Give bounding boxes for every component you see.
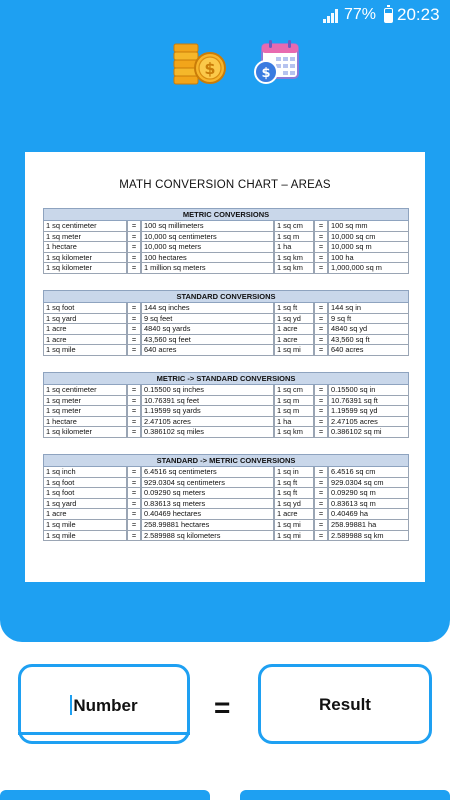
table-cell: = <box>314 509 328 520</box>
clock: 20:23 <box>397 5 440 24</box>
table-cell: 1 sq mile <box>43 531 127 542</box>
table-cell: 1 sq km <box>274 263 314 274</box>
equals-sign: = <box>214 692 231 723</box>
table-row <box>43 385 409 396</box>
table-cell: 144 sq inches <box>141 303 274 314</box>
table-cell: 4840 sq yards <box>141 324 274 335</box>
result-label: Result <box>319 695 371 714</box>
table-cell: 10,000 sq m <box>328 242 409 253</box>
number-input[interactable] <box>18 664 190 744</box>
table-row <box>43 520 409 531</box>
table-cell: = <box>314 396 328 407</box>
section-heading: METRIC -> STANDARD CONVERSIONS <box>43 372 409 385</box>
table-cell: 1 acre <box>43 509 127 520</box>
table-cell: = <box>314 303 328 314</box>
table-row <box>43 417 409 428</box>
table-row <box>43 242 409 253</box>
conversion-section <box>43 208 409 274</box>
signal-icon <box>323 9 339 23</box>
table-cell: = <box>314 478 328 489</box>
svg-text:$: $ <box>261 66 271 81</box>
table-cell: = <box>127 520 141 531</box>
conversion-section <box>43 454 409 541</box>
table-cell: 2.47105 acres <box>141 417 274 428</box>
table-row <box>43 303 409 314</box>
calendar-money-icon[interactable] <box>252 38 304 90</box>
table-cell: 1 sq yd <box>274 499 314 510</box>
table-cell: 1 sq km <box>274 427 314 438</box>
table-cell: 100 hectares <box>141 253 274 264</box>
table-cell: 43,560 sq ft <box>328 335 409 346</box>
table-row <box>43 335 409 346</box>
table-cell: 0.386102 sq mi <box>328 427 409 438</box>
table-cell: = <box>127 478 141 489</box>
table-cell: = <box>127 345 141 356</box>
table-cell: 1 acre <box>274 509 314 520</box>
table-cell: = <box>127 221 141 232</box>
table-cell: = <box>314 314 328 325</box>
table-cell: 1 sq inch <box>43 467 127 478</box>
table-cell: 1 sq cm <box>274 385 314 396</box>
table-cell: 1 sq meter <box>43 396 127 407</box>
table-cell: 1 ha <box>274 242 314 253</box>
table-cell: = <box>127 324 141 335</box>
table-row <box>43 396 409 407</box>
table-cell: = <box>127 417 141 428</box>
table-cell: 1 million sq meters <box>141 263 274 274</box>
table-cell: 1 sq m <box>274 396 314 407</box>
table-cell: = <box>314 520 328 531</box>
table-cell: 1 acre <box>274 335 314 346</box>
battery-percent: 77% <box>344 6 377 23</box>
table-cell: 100 ha <box>328 253 409 264</box>
table-cell: 929.0304 sq cm <box>328 478 409 489</box>
table-row <box>43 221 409 232</box>
table-cell: 1 sq foot <box>43 303 127 314</box>
table-cell: 10.76391 sq ft <box>328 396 409 407</box>
table-cell: 1 sq ft <box>274 488 314 499</box>
table-cell: = <box>314 253 328 264</box>
table-cell: 258.99881 hectares <box>141 520 274 531</box>
input-placeholder: Number <box>73 696 138 715</box>
table-cell: 144 sq in <box>328 303 409 314</box>
table-cell: 0.15500 sq in <box>328 385 409 396</box>
table-cell: 1 sq foot <box>43 478 127 489</box>
chart-title: MATH CONVERSION CHART – AREAS <box>119 179 331 191</box>
table-cell: = <box>127 242 141 253</box>
table-cell: = <box>127 253 141 264</box>
table-cell: 1 sq yd <box>274 314 314 325</box>
table-cell: 10,000 sq centimeters <box>141 232 274 243</box>
table-row <box>43 427 409 438</box>
table-cell: = <box>127 314 141 325</box>
table-cell: 1 sq centimeter <box>43 221 127 232</box>
table-cell: = <box>314 488 328 499</box>
table-cell: 1 acre <box>43 324 127 335</box>
table-cell: = <box>314 232 328 243</box>
table-cell: = <box>127 488 141 499</box>
table-cell: 0.83613 sq m <box>328 499 409 510</box>
section-heading: STANDARD CONVERSIONS <box>43 290 409 303</box>
table-cell: = <box>127 385 141 396</box>
table-cell: = <box>127 531 141 542</box>
coins-icon[interactable] <box>172 38 224 90</box>
table-row <box>43 509 409 520</box>
table-cell: 0.09290 sq m <box>328 488 409 499</box>
table-cell: = <box>314 242 328 253</box>
table-cell: 2.589988 sq kilometers <box>141 531 274 542</box>
table-cell: 1 ha <box>274 417 314 428</box>
svg-text:$: $ <box>204 59 216 78</box>
table-row <box>43 488 409 499</box>
conversion-section <box>43 372 409 438</box>
table-cell: 0.40469 ha <box>328 509 409 520</box>
table-cell: 1 sq ft <box>274 478 314 489</box>
table-cell: 10,000 sq cm <box>328 232 409 243</box>
table-cell: 1 sq foot <box>43 488 127 499</box>
table-cell: 0.09290 sq meters <box>141 488 274 499</box>
table-cell: 1 sq centimeter <box>43 385 127 396</box>
battery-icon <box>384 8 393 23</box>
table-cell: = <box>127 335 141 346</box>
table-cell: = <box>127 263 141 274</box>
table-cell: 1 sq meter <box>43 406 127 417</box>
table-cell: 929.0304 sq centimeters <box>141 478 274 489</box>
table-row <box>43 531 409 542</box>
table-cell: 1 hectare <box>43 417 127 428</box>
table-cell: = <box>127 406 141 417</box>
table-cell: = <box>127 467 141 478</box>
table-cell: 1 sq m <box>274 406 314 417</box>
result-field <box>258 664 432 744</box>
table-cell: 1 sq m <box>274 232 314 243</box>
table-cell: 1 sq mi <box>274 345 314 356</box>
table-cell: = <box>314 467 328 478</box>
bottom-button-left[interactable] <box>0 790 210 800</box>
table-row <box>43 324 409 335</box>
table-cell: = <box>314 335 328 346</box>
table-cell: 1 sq kilometer <box>43 427 127 438</box>
table-row <box>43 345 409 356</box>
table-cell: 1 sq cm <box>274 221 314 232</box>
table-cell: 10.76391 sq feet <box>141 396 274 407</box>
table-cell: 1 sq kilometer <box>43 263 127 274</box>
table-row <box>43 499 409 510</box>
table-row <box>43 232 409 243</box>
table-row <box>43 406 409 417</box>
table-cell: = <box>314 221 328 232</box>
table-cell: 1 sq mi <box>274 531 314 542</box>
conversion-chart-image <box>25 152 425 582</box>
table-cell: 1 acre <box>43 335 127 346</box>
table-cell: 2.47105 acres <box>328 417 409 428</box>
table-cell: 1 sq kilometer <box>43 253 127 264</box>
table-cell: = <box>127 499 141 510</box>
status-bar <box>0 0 450 32</box>
table-cell: 258.99881 ha <box>328 520 409 531</box>
table-row <box>43 478 409 489</box>
table-cell: 1 acre <box>274 324 314 335</box>
table-cell: = <box>127 303 141 314</box>
table-cell: 0.83613 sq meters <box>141 499 274 510</box>
table-cell: = <box>314 531 328 542</box>
table-cell: 0.40469 hectares <box>141 509 274 520</box>
table-cell: 1 sq mile <box>43 345 127 356</box>
table-cell: 43,560 sq feet <box>141 335 274 346</box>
table-cell: 1 sq yard <box>43 499 127 510</box>
table-cell: 6.4516 sq centimeters <box>141 467 274 478</box>
table-cell: = <box>127 509 141 520</box>
table-cell: = <box>314 427 328 438</box>
table-row <box>43 467 409 478</box>
table-cell: 640 acres <box>141 345 274 356</box>
table-cell: 6.4516 sq cm <box>328 467 409 478</box>
table-cell: 640 acres <box>328 345 409 356</box>
table-cell: = <box>314 385 328 396</box>
table-cell: = <box>127 427 141 438</box>
table-cell: 1.19599 sq yd <box>328 406 409 417</box>
table-cell: 1.19599 sq yards <box>141 406 274 417</box>
table-cell: = <box>127 396 141 407</box>
section-heading: METRIC CONVERSIONS <box>43 208 409 221</box>
table-cell: 1 sq in <box>274 467 314 478</box>
table-cell: 4840 sq yd <box>328 324 409 335</box>
conversion-section <box>43 290 409 356</box>
table-cell: 1 sq meter <box>43 232 127 243</box>
table-cell: = <box>314 417 328 428</box>
table-cell: 9 sq ft <box>328 314 409 325</box>
table-cell: 1 sq yard <box>43 314 127 325</box>
table-cell: 1 sq mile <box>43 520 127 531</box>
table-cell: 0.15500 sq inches <box>141 385 274 396</box>
table-cell: 1 hectare <box>43 242 127 253</box>
table-cell: 1,000,000 sq m <box>328 263 409 274</box>
table-cell: = <box>314 345 328 356</box>
section-heading: STANDARD -> METRIC CONVERSIONS <box>43 454 409 467</box>
table-row <box>43 314 409 325</box>
bottom-button-right[interactable] <box>240 790 450 800</box>
table-cell: 1 sq km <box>274 253 314 264</box>
table-cell: 1 sq mi <box>274 520 314 531</box>
table-cell: 100 sq mm <box>328 221 409 232</box>
table-cell: 0.386102 sq miles <box>141 427 274 438</box>
table-cell: 10,000 sq meters <box>141 242 274 253</box>
table-cell: = <box>314 263 328 274</box>
table-cell: = <box>127 232 141 243</box>
table-cell: = <box>314 324 328 335</box>
table-cell: = <box>314 499 328 510</box>
table-cell: 2.589988 sq km <box>328 531 409 542</box>
table-cell: 1 sq ft <box>274 303 314 314</box>
table-row <box>43 263 409 274</box>
input-underline <box>18 732 190 735</box>
table-cell: 100 sq millimeters <box>141 221 274 232</box>
table-cell: 9 sq feet <box>141 314 274 325</box>
table-row <box>43 253 409 264</box>
table-cell: = <box>314 406 328 417</box>
